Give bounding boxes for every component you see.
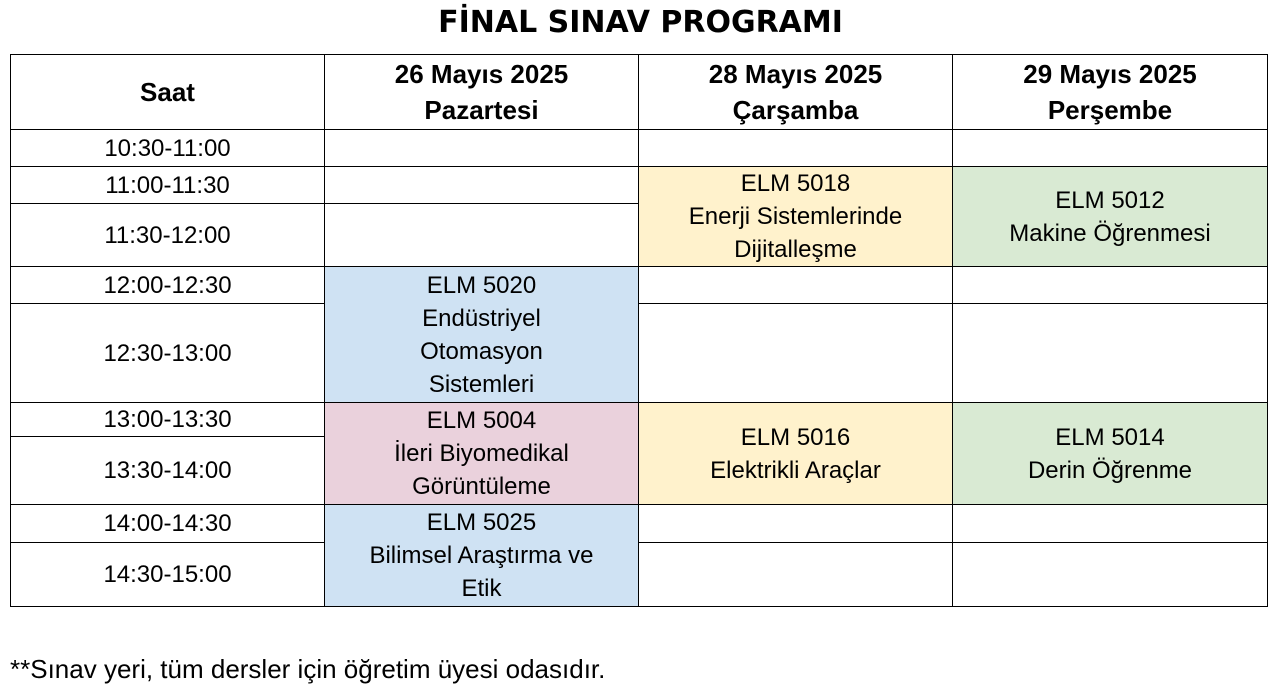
empty-cell [953,130,1268,167]
empty-cell [953,543,1268,607]
exam-code: ELM 5018 [740,170,851,197]
exam-cell-elm5012 [953,167,1268,267]
header-day-2-date: 28 Mayıs 2025 [708,59,883,89]
exam-code: ELM 5020 [426,271,537,299]
exam-name: Enerji Sistemlerinde [688,203,903,230]
exam-code: ELM 5004 [426,407,537,434]
footnote: **Sınav yeri, tüm dersler için öğretim üyesi odasıdır. [10,654,606,684]
exam-code: ELM 5014 [1055,423,1165,451]
header-day-3-date: 29 Mayıs 2025 [1023,59,1197,89]
exam-name: İleri Biyomedikal [394,440,569,467]
empty-cell [325,130,639,167]
table-row [11,543,1268,607]
header-time: Saat [11,55,325,130]
exam-cell-elm5018 [639,167,953,267]
exam-code: ELM 5025 [426,509,537,536]
exam-name: Derin Öğrenme [1027,456,1193,484]
time-cell: 11:00-11:30 [11,167,325,204]
header-day-2 [639,55,953,130]
table-row [11,167,1268,204]
exam-name: Etik [461,575,502,602]
time-cell: 14:30-15:00 [11,543,325,607]
empty-cell [953,505,1268,543]
time-cell: 11:30-12:00 [11,204,325,267]
empty-cell [639,267,953,304]
exam-cell-elm5016 [639,403,953,505]
empty-cell [639,130,953,167]
exam-cell-elm5025 [325,505,639,607]
page-title: FİNAL SINAV PROGRAMI [438,5,843,40]
empty-cell [325,204,639,267]
header-day-1-weekday: Pazartesi [424,95,539,125]
time-cell: 12:00-12:30 [11,267,325,304]
exam-name: Dijitalleşme [734,236,857,263]
exam-name: Görüntüleme [412,473,551,500]
header-day-1-date: 26 Mayıs 2025 [394,59,569,89]
exam-schedule-table [10,54,1268,607]
exam-name: Elektrikli Araçlar [710,456,881,484]
empty-cell [953,304,1268,403]
table-row [11,130,1268,167]
exam-name: Makine Öğrenmesi [1009,219,1211,247]
header-day-1 [325,55,639,130]
header-day-3-weekday: Perşembe [1047,95,1173,125]
exam-cell-elm5020 [325,267,639,403]
time-cell: 12:30-13:00 [11,304,325,403]
exam-name: Endüstriyel [422,304,541,332]
time-cell: 14:00-14:30 [11,505,325,543]
table-row [11,505,1268,543]
empty-cell [325,167,639,204]
table-row [11,304,1268,403]
exam-cell-elm5014 [953,403,1268,505]
time-cell: 13:30-14:00 [11,437,325,505]
header-day-3 [953,55,1268,130]
time-cell: 13:00-13:30 [11,403,325,437]
empty-cell [639,543,953,607]
exam-name: Bilimsel Araştırma ve [369,542,594,569]
empty-cell [953,267,1268,304]
exam-cell-elm5004 [325,403,639,505]
table-row [11,267,1268,304]
header-row [11,55,1268,130]
empty-cell [639,304,953,403]
header-day-2-weekday: Çarşamba [732,95,859,125]
exam-name: Otomasyon [420,337,543,365]
empty-cell [639,505,953,543]
table-row [11,403,1268,437]
time-cell: 10:30-11:00 [11,130,325,167]
exam-code: ELM 5012 [1055,186,1165,214]
exam-name: Sistemleri [428,370,535,398]
exam-code: ELM 5016 [740,423,851,451]
